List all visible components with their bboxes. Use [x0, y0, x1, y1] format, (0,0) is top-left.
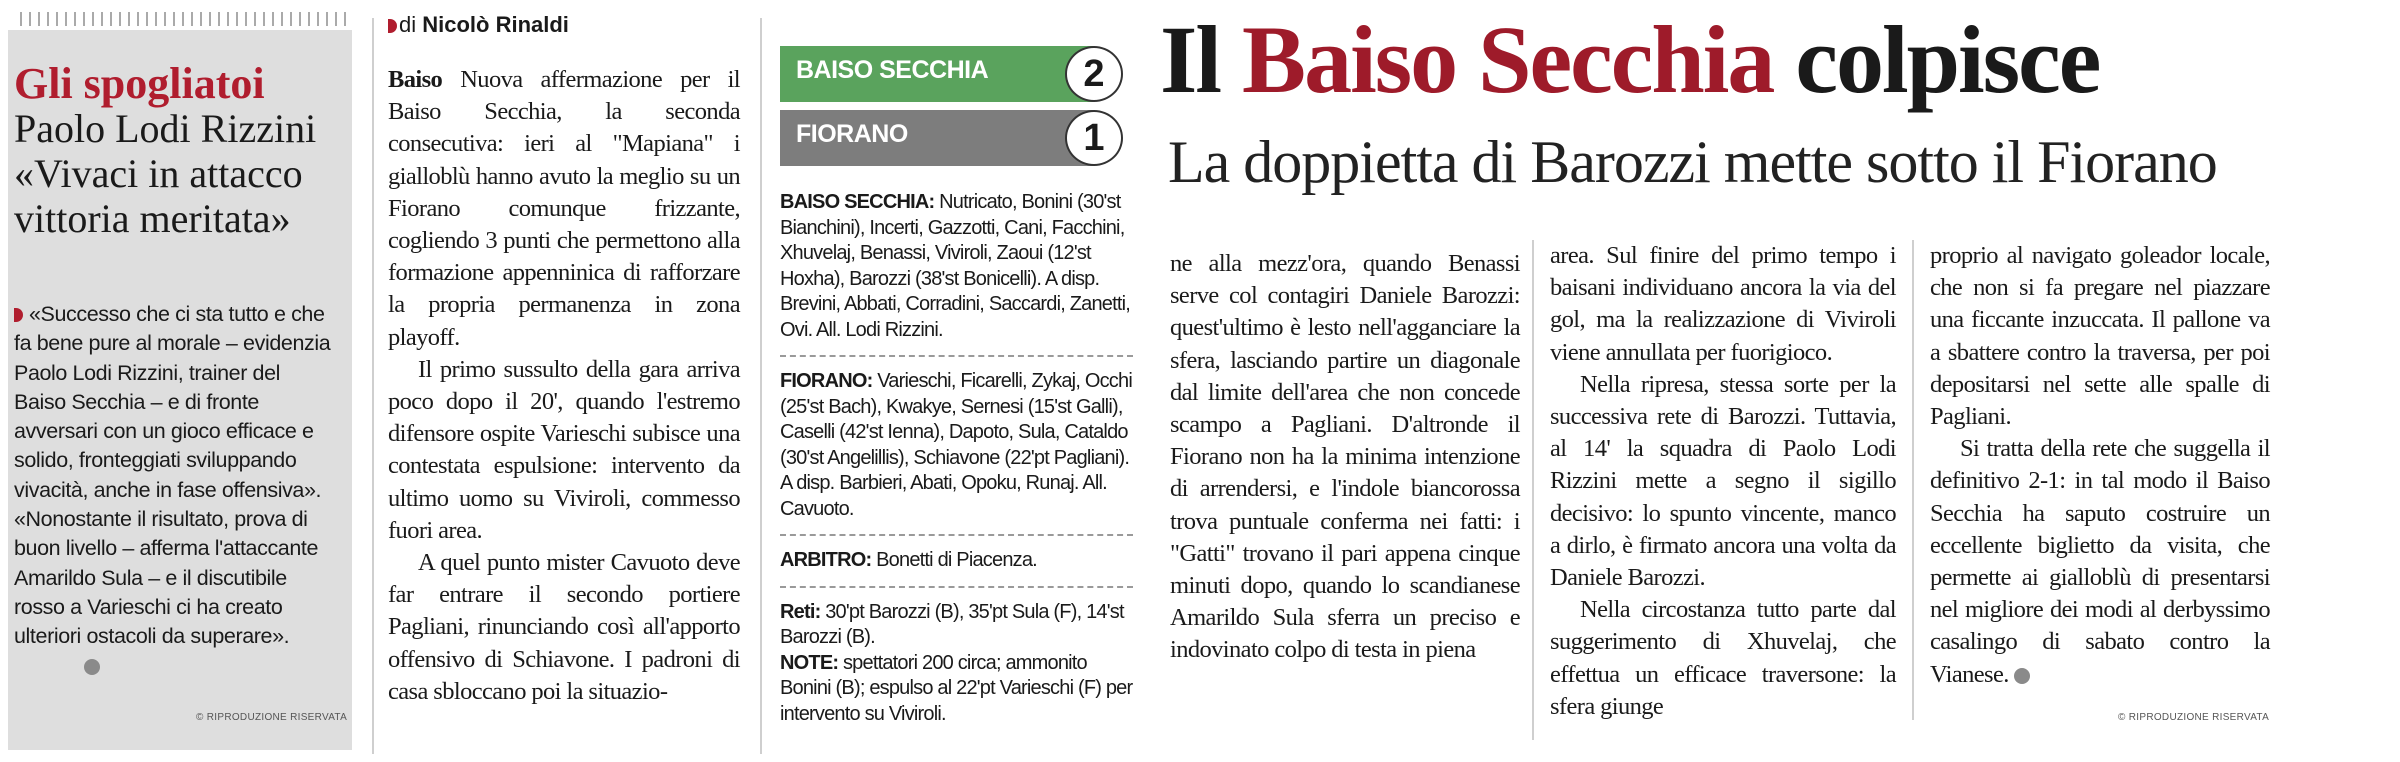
paragraph: area. Sul finire del primo tempo i baisani individuano ancora la via del gol, ma la realizzazione di Viviroli viene annullata per fuorigioco.: [1550, 242, 1896, 366]
decorative-tick-strip: [20, 12, 350, 26]
article-column-3: [1550, 240, 1896, 723]
paragraph: proprio al navigato goleador locale, che non si fa pregare nel piazzare una ficcante inzuccata. Il pallone va a sbattere contro la traversa, per poi depositarsi nel sette alle spalle di Pagliani.: [1930, 242, 2270, 431]
end-circle-icon: [84, 659, 100, 675]
away-label: FIORANO:: [780, 370, 873, 392]
headline: [1160, 0, 2099, 120]
article-column-4: [1930, 240, 2270, 691]
paragraph: Nuova affermazione per il Baiso Secchia, la seconda consecutiva: ieri al "Mapiana" i gialloblù hanno avuto la meglio su un Fiorano comunque frizzante, cogliendo 3 punti che permettono alla formazione appenninica di rafforzare la propria permanenza in zona playoff.: [388, 66, 741, 351]
home-lineup: [780, 190, 1133, 357]
paragraph: Nella ripresa, stessa sorte per la successiva rete di Barozzi. Tuttavia, al 14' la squadra di Paolo Lodi Rizzini mette a segno il sigillo decisivo: lo spunto vincente, manco a dirlo, è firmato ancora una volta da Daniele Barozzi.: [1550, 370, 1896, 592]
column-divider: [1532, 240, 1534, 740]
away-score: 1: [1065, 110, 1123, 166]
referee-value: Bonetti di Piacenza.: [876, 549, 1037, 571]
away-players: Varieschi, Ficarelli, Zykaj, Occhi (25'st Bach), Kwakye, Sernesi (15'st Galli), Caselli (42'st Ienna), Dapoto, Sula, Cataldo (30'st Angelillis), Schiavone (22'pt Pagliani). A disp. Barbieri, Abati, Opoku, Runaj. All. Cavuoto.: [780, 370, 1132, 520]
author-prefix: di: [399, 12, 417, 37]
article-column-1: [388, 64, 740, 708]
sidebar-body: [14, 300, 336, 681]
paragraph: A quel punto mister Cavuoto deve far entrare il secondo portiere Pagliani, rinunciando così all'apporto offensivo di Schiavone. I padroni di casa sbloccano poi la situazio-: [388, 549, 740, 705]
referee: [780, 548, 1133, 588]
goals-label: Reti:: [780, 600, 821, 623]
home-players: Nutricato, Bonini (30'st Bianchini), Incerti, Gazzotti, Cani, Facchini, Xhuvelaj, Benassi, Viviroli, Zaoui (12'st Hoxha), Barozzi (38'st Bonicelli). A disp. Brevini, Abbati, Corradini, Saccardi, Zanetti, Ovi. All. Lodi Rizzini.: [780, 191, 1131, 341]
author-name: Nicolò Rinaldi: [422, 12, 569, 37]
column-divider: [372, 18, 374, 754]
notes-value: spettatori 200 circa; ammonito Bonini (B); espulso al 22'pt Varieschi (F) per intervento su Viviroli.: [780, 651, 1133, 725]
red-bullet-icon: [14, 308, 23, 322]
home-label: BAISO SECCHIA:: [780, 191, 935, 213]
referee-label: ARBITRO:: [780, 549, 872, 571]
notes-label: NOTE:: [780, 651, 839, 674]
red-bullet-icon: [388, 19, 397, 33]
sidebar-title-line: Paolo Lodi Rizzini: [14, 106, 317, 151]
column-divider: [1912, 240, 1914, 720]
headline-red: Baiso Secchia: [1242, 6, 1774, 113]
paragraph: ne alla mezz'ora, quando Benassi serve col contagiri Daniele Barozzi: quest'ultimo è lesto nell'agganciare la sfera, lasciando partire un diagonale dal limite dell'area che non concede scampo a Pagliani. D'altronde il Fiorano non ha la minima intenzione di arrendersi, e l'indole biancorossa trova puntuale conferma nei fatti: i "Gatti" trovano il pari appena cinque minuti dopo, quando lo scandianese Amarildo Sula sferra un preciso e indovinato colpo di testa in piena: [1170, 250, 1520, 664]
home-score: 2: [1065, 46, 1123, 102]
end-circle-icon: [2014, 668, 2030, 684]
match-info-box: [780, 190, 1133, 751]
headline-post: colpisce: [1795, 6, 2100, 113]
headline-pre: Il: [1160, 6, 1221, 113]
subheadline: La doppietta di Barozzi mette sotto il Fiorano: [1168, 129, 2217, 195]
author-byline: [388, 12, 569, 38]
paragraph: Nella circostanza tutto parte dal suggerimento di Xhuvelaj, che effettua un efficace traversone: la sfera giunge: [1550, 596, 1896, 720]
goals-notes: [780, 600, 1133, 740]
sidebar-title-line: vittoria meritata»: [14, 196, 291, 241]
sidebar-title-line: «Vivaci in attacco: [14, 151, 303, 196]
away-team: FIORANO: [796, 120, 908, 148]
article-column-2: [1170, 248, 1520, 667]
sidebar-kicker: Gli spogliatoi: [14, 59, 265, 108]
goals-value: 30'pt Barozzi (B), 35'pt Sula (F), 14'st Barozzi (B).: [780, 600, 1124, 648]
scorebar-away: [780, 110, 1133, 166]
paragraph-text: Si tratta della rete che suggella il definitivo 2-1: in tal modo il Baiso Secchia ha saputo costruire un eccellente biglietto da visita, che permette ai gialloblù di presentarsi nel migliore dei modi al derbyssimo casalingo di sabato contro la Vianese.: [1930, 435, 2270, 688]
lead-word: Baiso: [388, 66, 443, 93]
scorebar-home: [780, 46, 1133, 102]
paragraph: Il primo sussulto della gara arriva poco dopo il 20', quando l'estremo difensore ospite Varieschi subisce una contestata espulsione: intervento da ultimo uomo su Viviroli, commesso fuori area.: [388, 355, 740, 544]
article-copyright: © RIPRODUZIONE RISERVATA: [2118, 712, 2270, 723]
sidebar-quote: «Successo che ci sta tutto e che fa bene pure al morale – evidenzia Paolo Lodi Rizzini, trainer del Baiso Secchia – e di fronte avversari con un gioco efficace e solido, fronteggiati sviluppando vivacità, anche in fase offensiva». «Nonostante il risultato, prova di buon livello – afferma l'attaccante Amarildo Sula – e il discutibile rosso a Varieschi ci ha creato ulteriori ostacoli da superare».: [14, 302, 331, 649]
away-lineup: [780, 369, 1133, 536]
sidebar-copyright: © RIPRODUZIONE RISERVATA: [196, 712, 348, 723]
column-divider: [760, 18, 762, 754]
home-team: BAISO SECCHIA: [796, 56, 989, 84]
sidebar-title: [14, 106, 344, 241]
